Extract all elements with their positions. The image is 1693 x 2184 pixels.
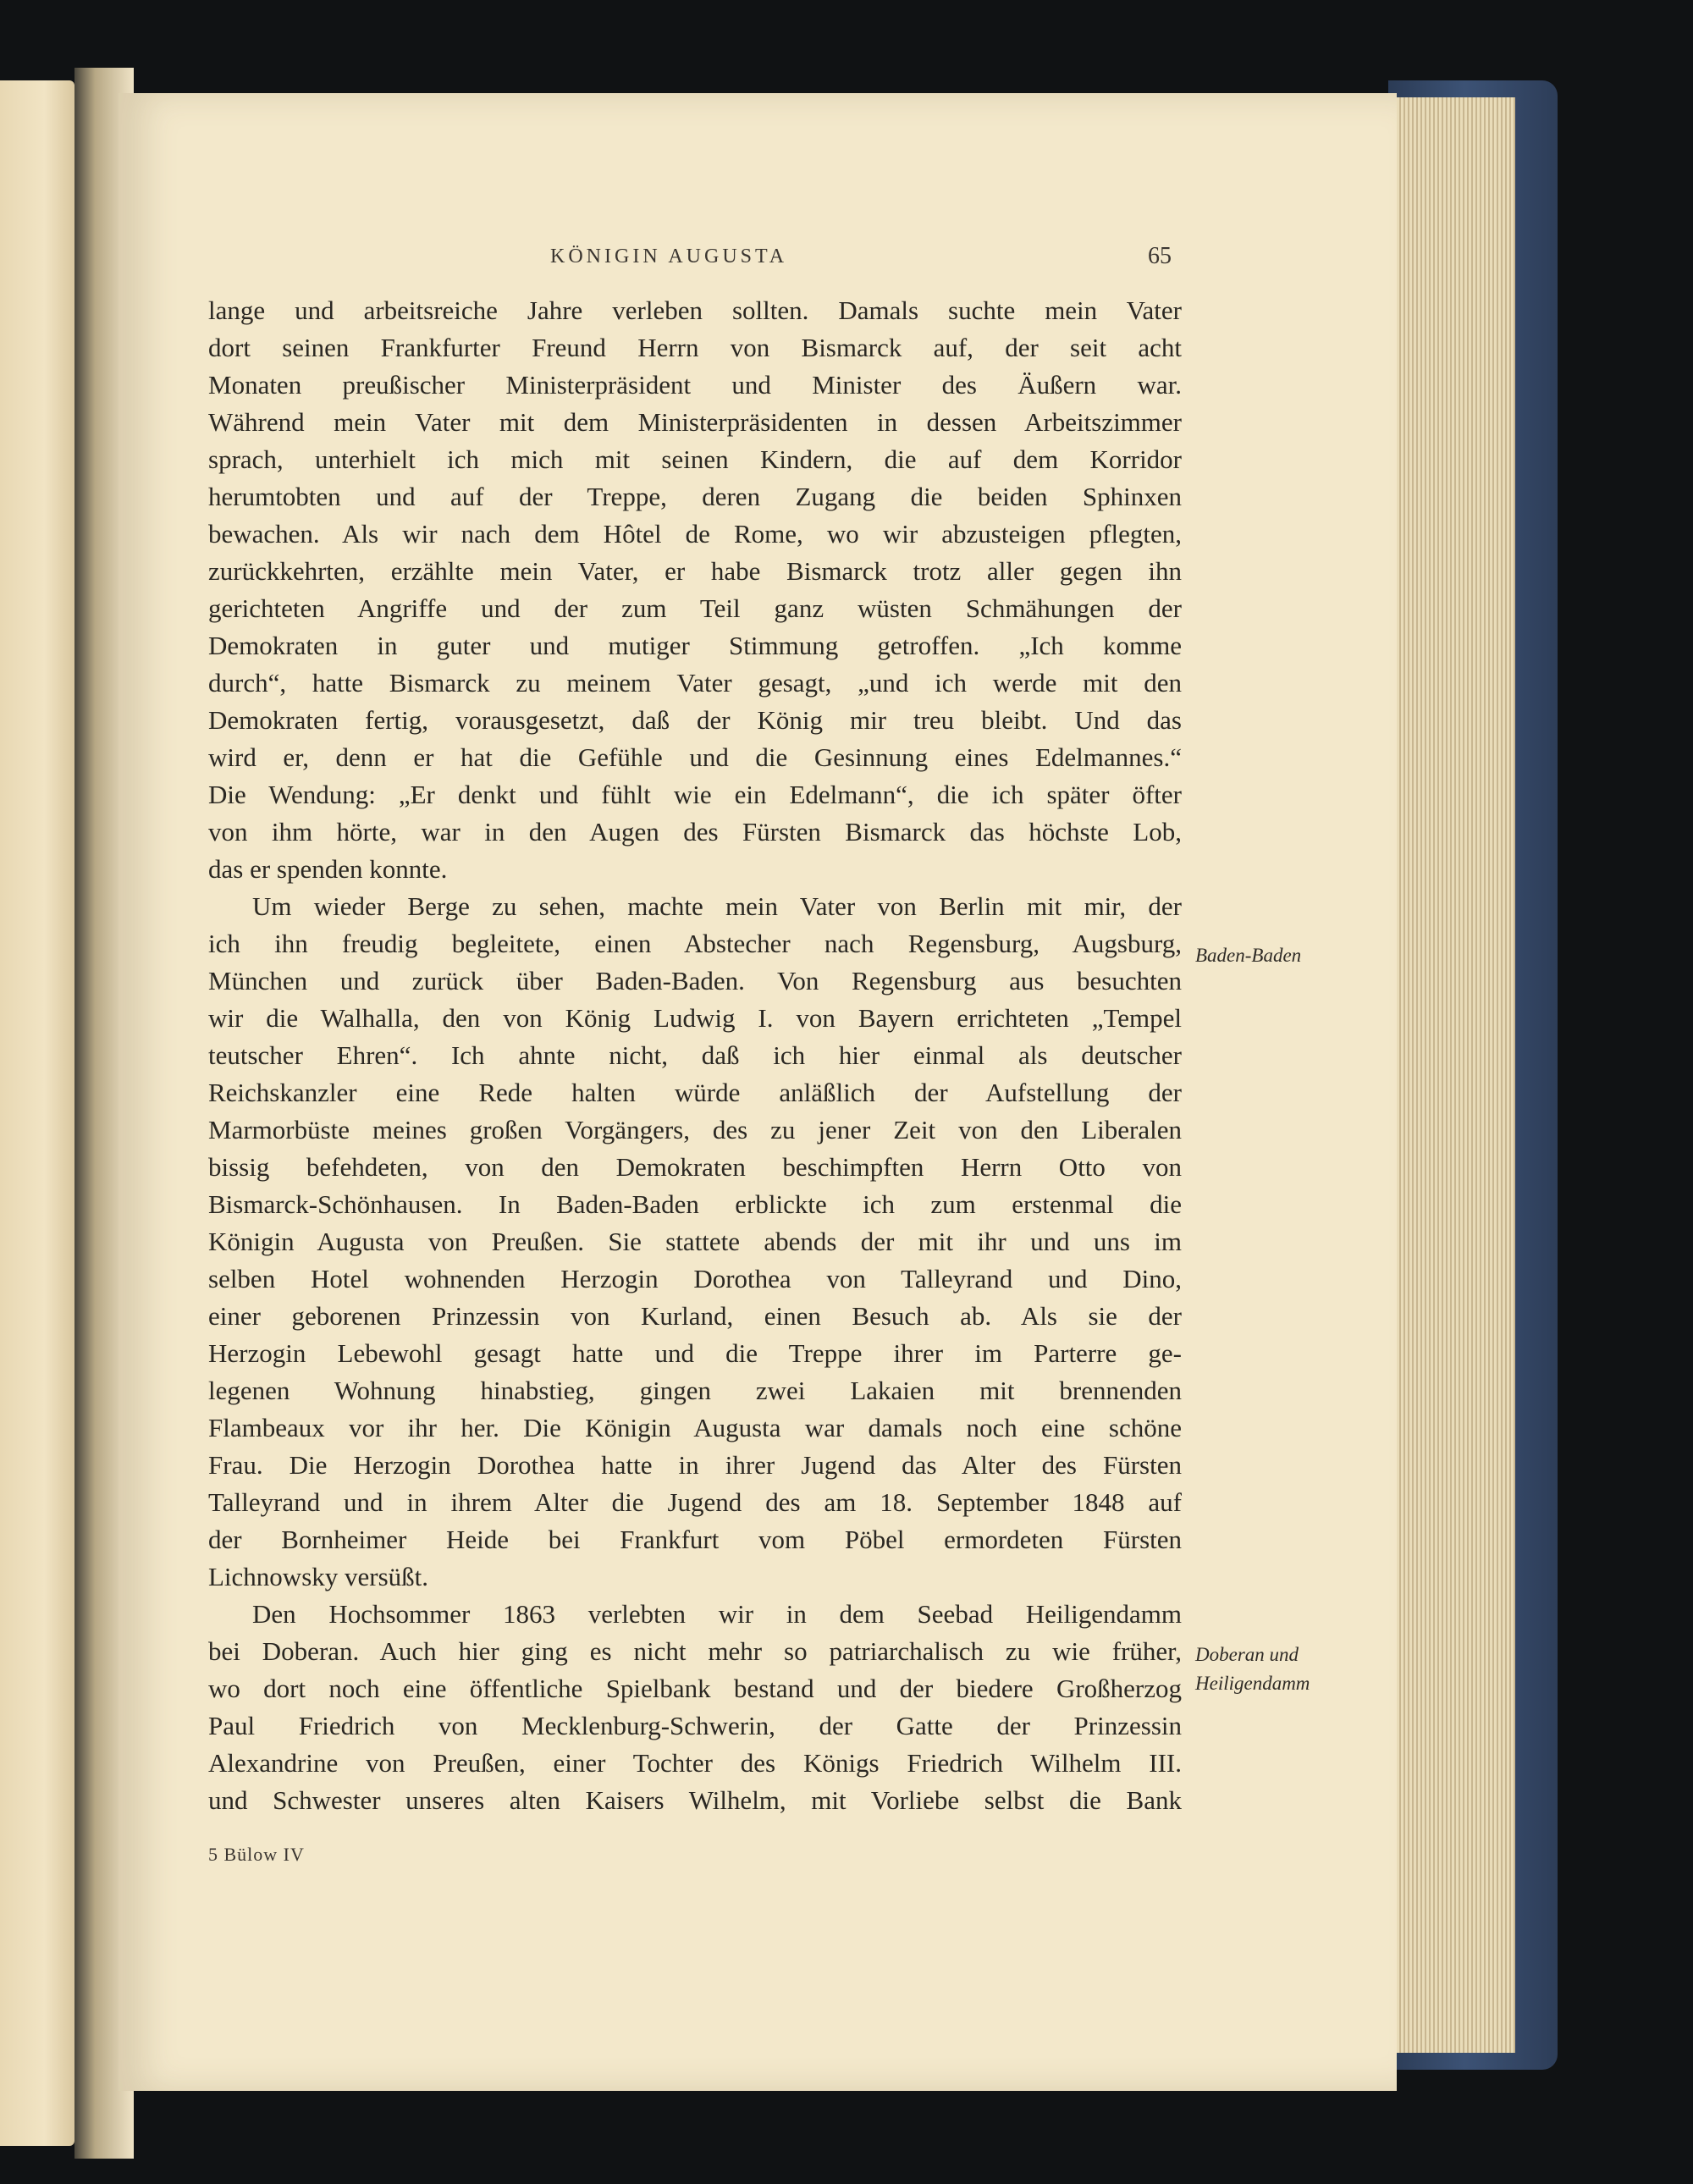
text-line: und Schwester unseres alten Kaisers Wilhelm, mit Vorliebe selbst die Bank [208,1785,1182,1815]
running-head: KÖNIGIN AUGUSTA [550,245,788,267]
text-line: Während mein Vater mit dem Ministerpräsidenten in dessen Arbeitszimmer [208,407,1182,437]
text-line: Talleyrand und in ihrem Alter die Jugend des am 18. September 1848 auf [208,1487,1182,1517]
text-line: sprach, unterhielt ich mich mit seinen Kindern, die auf dem Korridor [208,444,1182,474]
text-line: München und zurück über Baden-Baden. Von Regensburg aus besuchten [208,966,1182,995]
text-line: lange und arbeitsreiche Jahre verleben sollten. Damals suchte mein Vater [208,295,1182,325]
text-line: teutscher Ehren“. Ich ahnte nicht, daß ich hier einmal als deutscher [208,1040,1182,1070]
text-line: der Bornheimer Heide bei Frankfurt vom Pöbel ermordeten Fürsten [208,1525,1182,1554]
text-line: dort seinen Frankfurter Freund Herrn von Bismarck auf, der seit acht [208,333,1182,362]
margin-note-heiligendamm: Heiligendamm [1195,1673,1310,1694]
text-line: Herzogin Lebewohl gesagt hatte und die Treppe ihrer im Parterre ge- [208,1338,1182,1368]
text-line: Lichnowsky versüßt. [208,1562,429,1591]
text-line: zurückkehrten, erzählte mein Vater, er habe Bismarck trotz aller gegen ihn [208,556,1182,586]
text-line: bissig befehdeten, von den Demokraten beschimpften Herrn Otto von [208,1152,1182,1182]
text-line: Monaten preußischer Ministerpräsident und Minister des Äußern war. [208,370,1182,400]
text-line: Demokraten fertig, vorausgesetzt, daß der König mir treu bleibt. Und das [208,705,1182,735]
text-line: Flambeaux vor ihr her. Die Königin Augusta war damals noch eine schöne [208,1413,1182,1442]
text-line: legenen Wohnung hinabstieg, gingen zwei Lakaien mit brennenden [208,1376,1182,1405]
text-line: von ihm hörte, war in den Augen des Fürsten Bismarck das höchste Lob, [208,817,1182,847]
text-line: wir die Walhalla, den von König Ludwig I. von Bayern errichteten „Tempel [208,1003,1182,1033]
text-line: Alexandrine von Preußen, einer Tochter des Königs Friedrich Wilhelm III. [208,1748,1182,1778]
text-line: einer geborenen Prinzessin von Kurland, einen Besuch ab. Als sie der [208,1301,1182,1331]
text-line: Marmorbüste meines großen Vorgängers, des zu jener Zeit von den Liberalen [208,1115,1182,1144]
text-line: Paul Friedrich von Mecklenburg-Schwerin, der Gatte der Prinzessin [208,1711,1182,1740]
text-line: Reichskanzler eine Rede halten würde anläßlich der Aufstellung der [208,1078,1182,1107]
text-line: wo dort noch eine öffentliche Spielbank bestand und der biedere Großherzog [208,1674,1182,1703]
text-line: herumtobten und auf der Treppe, deren Zugang die beiden Sphinxen [208,482,1182,511]
text-line: Die Wendung: „Er denkt und fühlt wie ein Edelmann“, die ich später öfter [208,780,1182,809]
page-edges [1388,97,1515,2053]
text-line: wird er, denn er hat die Gefühle und die Gesinnung eines Edelmannes.“ [208,742,1182,772]
text-line: durch“, hatte Bismarck zu meinem Vater gesagt, „und ich werde mit den [208,668,1182,698]
margin-note-doberan: Doberan und [1195,1644,1299,1665]
text-line: Um wieder Berge zu sehen, machte mein Vater von Berlin mit mir, der [252,891,1182,921]
margin-note-baden-baden: Baden-Baden [1195,945,1302,966]
text-line: selben Hotel wohnenden Herzogin Dorothea von Talleyrand und Dino, [208,1264,1182,1293]
body-text [208,292,1182,1819]
text-line: bewachen. Als wir nach dem Hôtel de Rome, wo wir abzusteigen pflegten, [208,519,1182,549]
page-number: 65 [1148,243,1172,269]
text-line: Demokraten in guter und mutiger Stimmung getroffen. „Ich komme [208,631,1182,660]
left-page-edge [0,80,74,2146]
text-line: ich ihn freudig begleitete, einen Abstecher nach Regensburg, Augsburg, [208,929,1182,958]
text-line: das er spenden konnte. [208,854,448,884]
text-line: Frau. Die Herzogin Dorothea hatte in ihrer Jugend das Alter des Fürsten [208,1450,1182,1480]
signature-mark: 5 Bülow IV [208,1844,305,1865]
text-line: bei Doberan. Auch hier ging es nicht mehr so patriarchalisch zu wie früher, [208,1636,1182,1666]
text-line: Den Hochsommer 1863 verlebten wir in dem Seebad Heiligendamm [252,1599,1182,1629]
text-line: Königin Augusta von Preußen. Sie stattete abends der mit ihr und uns im [208,1227,1182,1256]
text-line: gerichteten Angriffe und der zum Teil ganz wüsten Schmähungen der [208,593,1182,623]
text-line: Bismarck-Schönhausen. In Baden-Baden erblickte ich zum erstenmal die [208,1189,1182,1219]
